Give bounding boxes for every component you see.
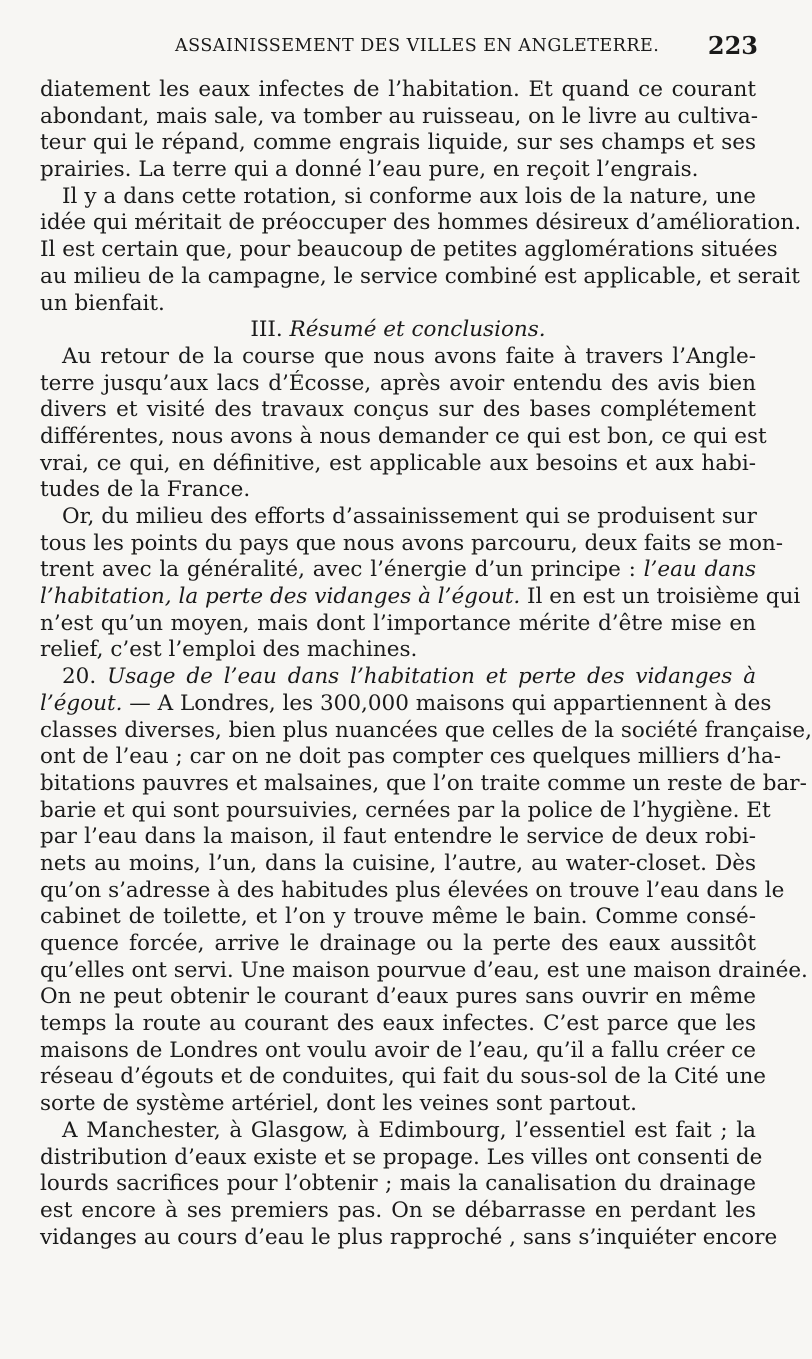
- text-line: [40, 157, 756, 184]
- text-run: est encore à ses premiers pas. On se débarrasse en perdant les: [40, 1197, 756, 1223]
- text-line: [40, 717, 812, 745]
- text-run: distribution d’eaux existe et se propage. Les villes ont consenti de: [40, 1144, 763, 1170]
- text-run: ont de l’eau ; car on ne doit pas compter ces quelques milliers d’ha-: [40, 744, 782, 770]
- text-line: [40, 637, 756, 664]
- text-line: [40, 530, 784, 558]
- text-line: [40, 1118, 756, 1145]
- text-line: [40, 877, 785, 905]
- text-run: Au retour de la course que nous avons faite à travers l’Angle-: [62, 343, 756, 369]
- text-line: [40, 1171, 756, 1198]
- text-run: divers et visité des travaux conçus sur des bases complétement: [40, 397, 756, 423]
- text-run: Il en est un troisième qui: [520, 584, 801, 610]
- italic-text: l’eau dans: [643, 557, 756, 583]
- text-line: [40, 557, 756, 584]
- text-line: [40, 957, 808, 985]
- text-run: classes diverses, bien plus nuancées que celles de la société française,: [40, 717, 812, 743]
- text-run: bitations pauvres et malsaines, que l’on traite comme un reste de bar-: [40, 770, 807, 796]
- text-run: un bienfait.: [40, 290, 165, 316]
- text-run: A Manchester, à Glasgow, à Edimbourg, l’essentiel est fait ; la: [62, 1117, 756, 1143]
- text-run: teur qui le répand, comme engrais liquide, sur ses champs et ses: [40, 130, 756, 156]
- text-line: [40, 1091, 756, 1118]
- text-line: [40, 904, 756, 931]
- text-line: [40, 1144, 763, 1172]
- text-line: [40, 984, 756, 1011]
- text-run: Il est certain que, pour beaucoup de petites agglomérations situées: [40, 237, 778, 263]
- page-number: 223: [707, 31, 758, 60]
- text-line: [40, 851, 756, 878]
- text-run: sorte de système artériel, dont les veines sont partout.: [40, 1091, 637, 1117]
- text-line: [40, 1011, 756, 1038]
- text-run: On ne peut obtenir le courant d’eaux pures sans ouvrir en même: [40, 984, 756, 1010]
- text-line: [40, 104, 756, 131]
- text-run: tous les points du pays que nous avons parcouru, deux faits se mon-: [40, 530, 784, 556]
- italic-text: l’habitation, la perte des vidanges à l’égout.: [40, 584, 521, 610]
- italic-text: l’égout.: [40, 690, 123, 716]
- text-run: trent avec la généralité, avec l’énergie d’un principe :: [40, 557, 644, 583]
- text-line: [40, 611, 756, 638]
- text-line: [40, 397, 756, 424]
- running-title: ASSAINISSEMENT DES VILLES EN ANGLETERRE.: [175, 36, 660, 56]
- text-run: idée qui méritait de préoccuper des hommes désireux d’amélioration.: [40, 210, 802, 236]
- section-heading: [40, 317, 756, 344]
- text-run: maisons de Londres ont voulu avoir de l’eau, qu’il a fallu créer ce: [40, 1037, 756, 1063]
- text-line: [40, 184, 756, 211]
- text-run: relief, c’est l’emploi des machines.: [40, 637, 418, 663]
- text-line: [40, 451, 756, 478]
- text-line: [40, 237, 778, 264]
- text-run: abondant, mais sale, va tomber au ruisseau, on le livre au cultiva-: [40, 103, 758, 129]
- text-run: barie et qui sont poursuivies, cernées par la police de l’hygiène. Et: [40, 797, 771, 823]
- text-run: nets au moins, l’un, dans la cuisine, l’autre, au water-closet. Dès: [40, 850, 756, 876]
- text-line: [40, 744, 782, 771]
- text-run: prairies. La terre qui a donné l’eau pure, en reçoit l’engrais.: [40, 157, 699, 183]
- text-line: [40, 770, 807, 798]
- text-run: vrai, ce qui, en définitive, est applicable aux besoins et aux habi-: [40, 450, 756, 476]
- text-line: [40, 371, 756, 398]
- text-run: quence forcée, arrive le drainage ou la perte des eaux aussitôt: [40, 931, 756, 956]
- text-run: 20.: [62, 664, 108, 690]
- text-run: lourds sacrifices pour l’obtenir ; mais la canalisation du drainage: [40, 1171, 756, 1197]
- text-line: [40, 291, 756, 318]
- text-run: Or, du milieu des efforts d’assainissement qui se produisent sur: [62, 504, 757, 529]
- text-line: [40, 210, 802, 237]
- text-line: [40, 130, 756, 157]
- text-run: cabinet de toilette, et l’on y trouve même le bain. Comme consé-: [40, 904, 756, 930]
- text-line: [40, 77, 756, 104]
- text-run: par l’eau dans la maison, il faut entendre le service de deux robi-: [40, 824, 756, 850]
- text-line: [40, 931, 756, 958]
- text-line: [40, 797, 771, 825]
- italic-text: Usage de l’eau dans l’habitation et perte des vidanges à: [107, 664, 757, 690]
- text-line: [40, 664, 756, 691]
- text-line: [40, 1038, 756, 1065]
- text-line: [40, 263, 800, 291]
- text-run: différentes, nous avons à nous demander ce qui est bon, ce qui est: [40, 423, 767, 449]
- text-line: [40, 1064, 767, 1091]
- text-run: réseau d’égouts et de conduites, qui fait du sous-sol de la Cité une: [40, 1064, 767, 1090]
- text-run: qu’on s’adresse à des habitudes plus élevées on trouve l’eau dans le: [40, 877, 785, 903]
- text-run: Il y a dans cette rotation, si conforme aux lois de la nature, une: [62, 183, 756, 209]
- text-run: au milieu de la campagne, le service combiné est applicable, et serait: [40, 263, 800, 289]
- text-run: qu’elles ont servi. Une maison pourvue d’eau, est une maison drainée.: [40, 957, 808, 983]
- text-line: [40, 584, 801, 611]
- text-line: [40, 504, 756, 531]
- page-header: [40, 28, 760, 62]
- text-line: [40, 824, 756, 851]
- text-line: [40, 1198, 756, 1225]
- text-run: III.: [250, 317, 290, 343]
- text-run: — A Londres, les 300,000 maisons qui appartiennent à des: [122, 690, 772, 716]
- text-run: vidanges au cours d’eau le plus rapproché , sans s’inquiéter encore: [40, 1224, 778, 1250]
- text-line: [40, 344, 756, 371]
- text-line: [40, 1224, 778, 1252]
- text-line: [40, 423, 767, 451]
- text-run: tudes de la France.: [40, 477, 251, 503]
- body-text: [40, 77, 812, 1251]
- italic-text: Résumé et conclusions.: [289, 317, 546, 343]
- text-run: terre jusqu’aux lacs d’Écosse, après avoir entendu des avis bien: [40, 370, 756, 396]
- text-line: [40, 477, 756, 504]
- text-run: temps la route au courant des eaux infectes. C’est parce que les: [40, 1011, 756, 1037]
- text-line: [40, 690, 772, 718]
- text-run: n’est qu’un moyen, mais dont l’importance mérite d’être mise en: [40, 610, 756, 636]
- text-run: diatement les eaux infectes de l’habitation. Et quand ce courant: [40, 77, 756, 102]
